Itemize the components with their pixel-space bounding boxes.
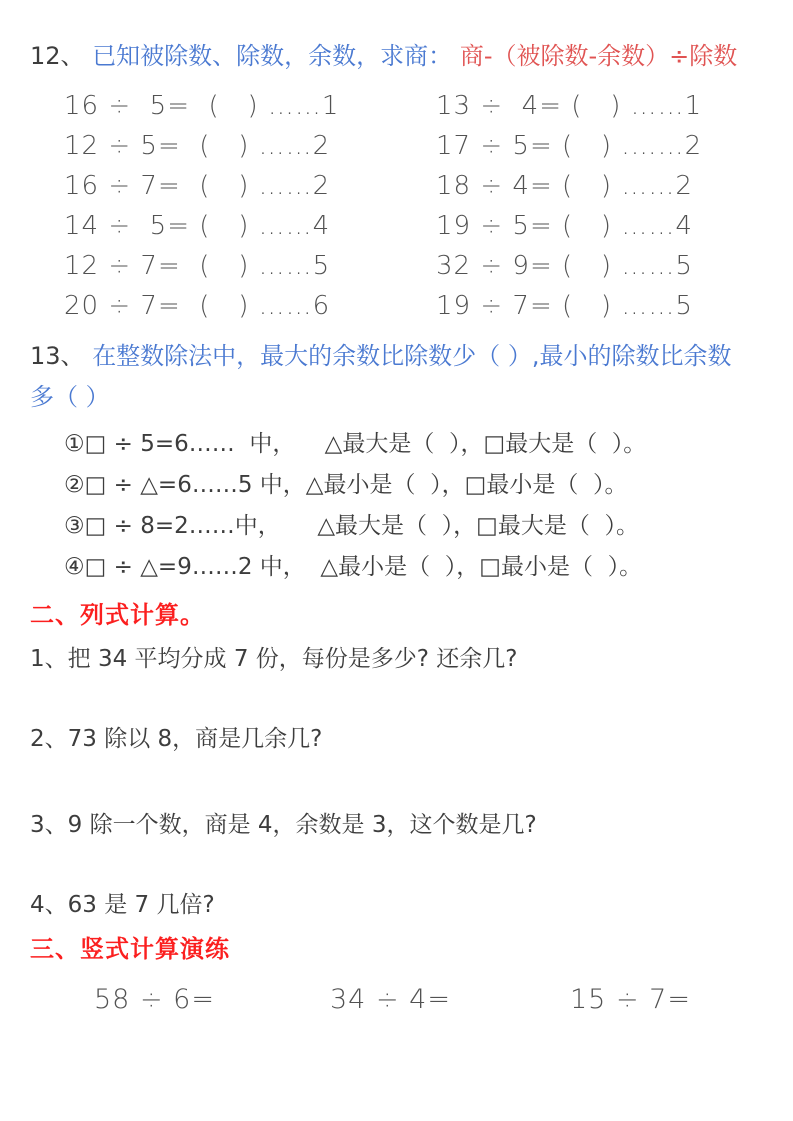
word-problem: 4、63 是 7 几倍? [30,892,215,918]
vertical-calc-problem: 34 ÷ 4= [330,984,451,1015]
division-problem: 12 ÷ 7= ( ) ……5 [64,251,331,281]
section3-heading: 三、竖式计算演练 [30,935,230,963]
q13-sub-item: ④□ ÷ △=9……2 中， △最小是（ ），□最小是（ ）。 [64,554,643,580]
q13-heading [30,335,771,377]
division-problem-row [64,126,771,166]
word-problem: 1、把 34 平均分成 7 份，每份是多少? 还余几? [30,646,518,672]
section2-heading: 二、列式计算。 [30,601,205,629]
word-problem: 3、9 除一个数，商是 4，余数是 3，这个数是几? [30,812,537,838]
q13-number: 13、 [30,342,85,370]
division-problem-row [64,166,771,206]
division-problem-row [64,286,771,326]
q13-sub-items [64,424,771,588]
division-problem: 20 ÷ 7= ( ) ……6 [64,291,331,321]
q12-prompt: 已知被除数、除数，余数，求商： [92,42,453,70]
division-problem: 18 ÷ 4= ( ) ……2 [436,171,693,201]
q12-problems-grid [64,86,771,326]
q13-prompt-line2: 多（ ） [30,383,110,411]
division-problem: 13 ÷ 4= ( ) ……1 [436,91,703,121]
q12-heading [30,40,771,73]
division-problem-row [64,246,771,286]
q13-sub-item: ①□ ÷ 5=6…… 中， △最大是（ ），□最大是（ ）。 [64,431,647,457]
q13-sub-item: ②□ ÷ △=6……5 中，△最小是（ ），□最小是（ ）。 [64,472,628,498]
division-problem-row [64,206,771,246]
division-problem: 19 ÷ 7= ( ) ……5 [436,291,693,321]
word-problem: 2、73 除以 8，商是几余几? [30,726,323,752]
q12-formula: 商-（被除数-余数）÷除数 [459,42,738,70]
vertical-calc-problem: 15 ÷ 7= [570,984,691,1015]
division-problem: 16 ÷ 7= ( ) ……2 [64,171,331,201]
division-problem: 19 ÷ 5= ( ) ……4 [436,211,693,241]
vertical-calc-problem: 58 ÷ 6= [94,984,215,1015]
division-problem: 32 ÷ 9= ( ) ……5 [436,251,693,281]
q13-prompt-line1: 在整数除法中，最大的余数比除数少（ ）,最小的除数比余数 [92,342,732,370]
division-problem: 12 ÷ 5= ( ) ……2 [64,131,331,161]
division-problem: 14 ÷ 5= ( ) ……4 [64,211,331,241]
division-problem-row [64,86,771,126]
division-problem: 16 ÷ 5= ( ) ……1 [64,91,340,121]
q13-sub-item: ③□ ÷ 8=2……中， △最大是（ ），□最大是（ ）。 [64,513,639,539]
division-problem: 17 ÷ 5= ( ) .……2 [436,131,703,161]
q12-number: 12、 [30,42,85,70]
vertical-calc-row [30,984,771,1015]
